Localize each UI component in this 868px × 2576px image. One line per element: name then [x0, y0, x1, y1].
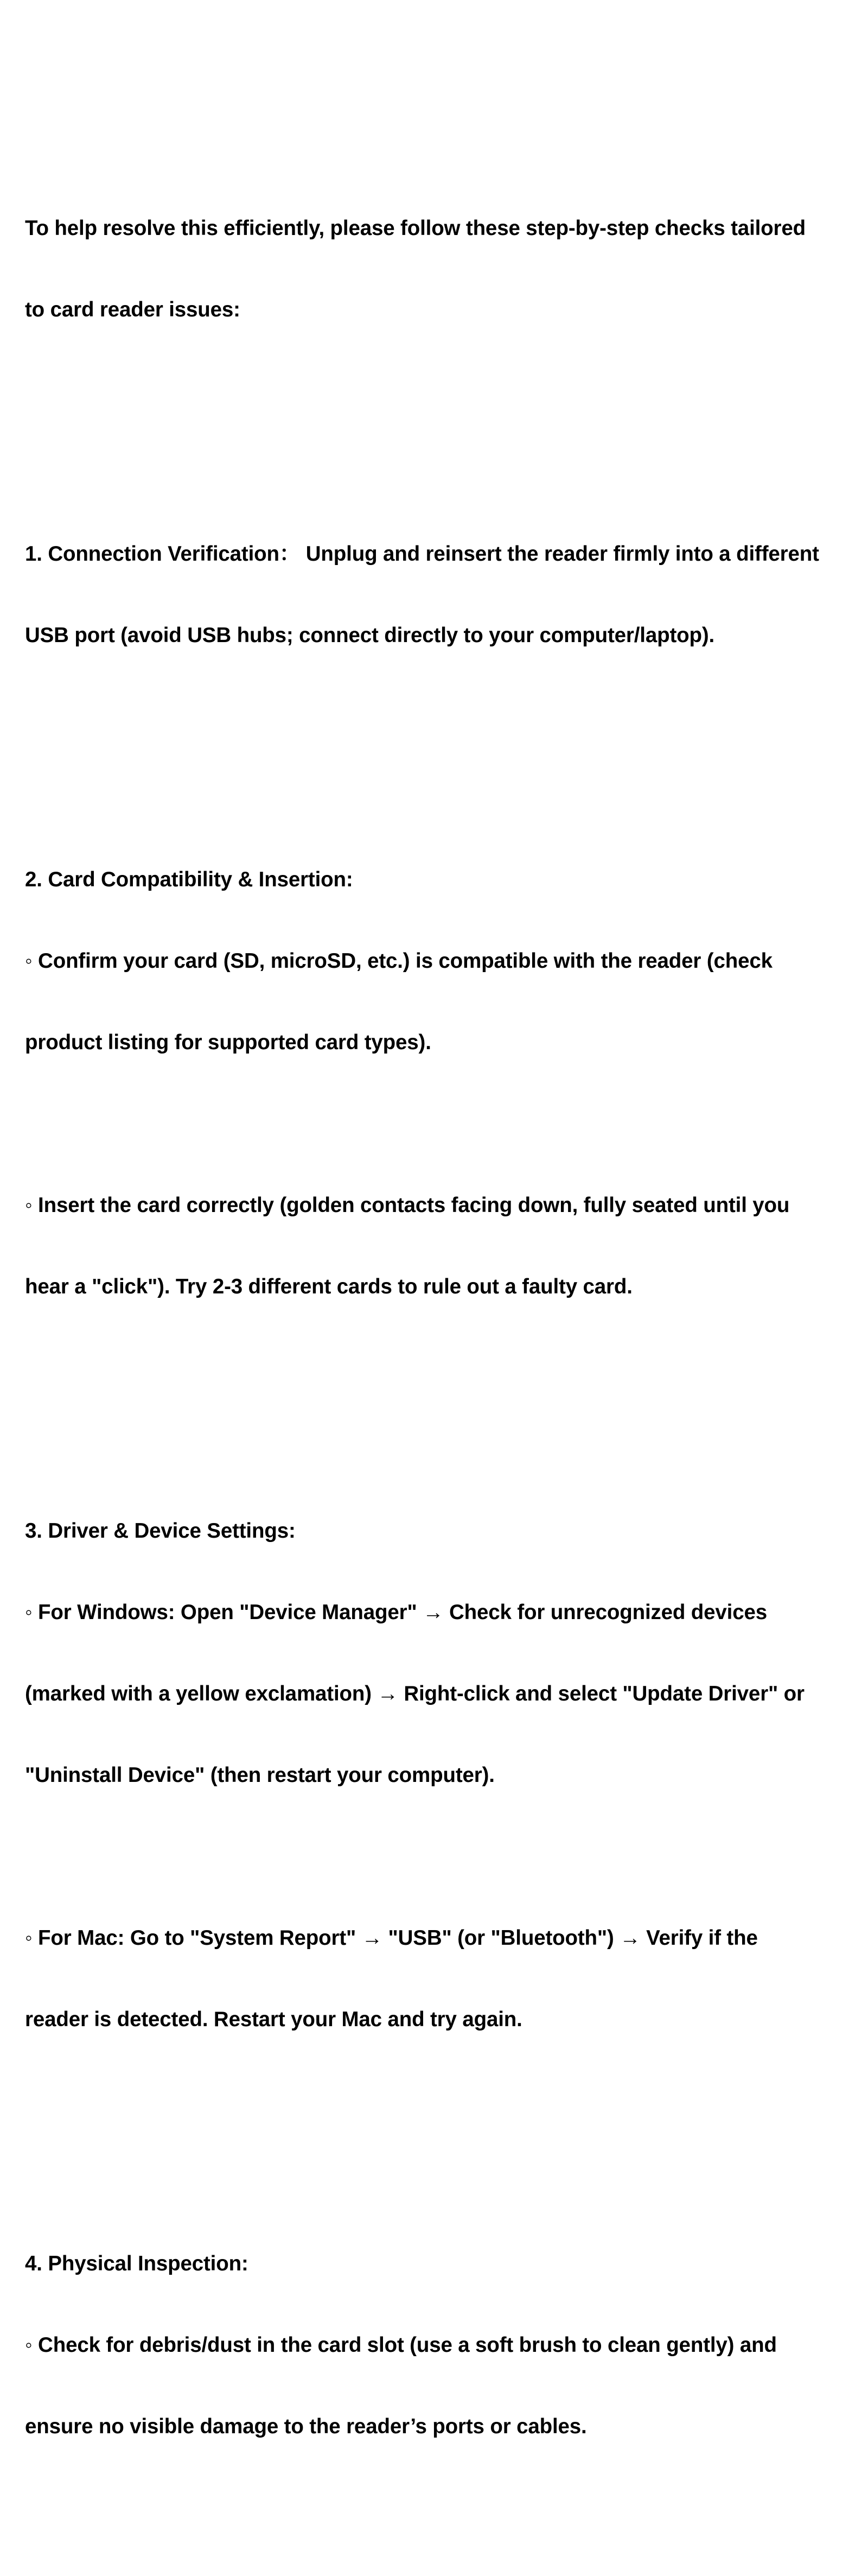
section-connection-verification	[25, 486, 858, 703]
section-3-heading: 3. Driver & Device Settings:	[25, 1519, 296, 1543]
section-driver-settings	[25, 1463, 858, 2088]
section-4-heading: 4. Physical Inspection:	[25, 2252, 248, 2275]
bullet-confirm-card-line: product listing for supported card types).	[25, 1031, 431, 1054]
bullet-windows-line: "Uninstall Device" (then restart your computer).	[25, 1763, 495, 1787]
intro-paragraph	[25, 161, 858, 378]
intro-line: to card reader issues:	[25, 298, 240, 321]
bullet-debris-line: ◦ Check for debris/dust in the card slot (use a soft brush to clean gently) and	[25, 2333, 777, 2357]
section-1-line: USB port (avoid USB hubs; connect directly to your computer/laptop).	[25, 624, 715, 647]
bullet-gap	[25, 1843, 858, 1870]
intro-line: To help resolve this efficiently, please follow these step-by-step checks tailored	[25, 217, 806, 240]
section-1-line: 1. Connection Verification： Unplug and reinsert the reader firmly into a different	[25, 542, 819, 566]
bullet-mac-line: reader is detected. Restart your Mac and try again.	[25, 2008, 522, 2031]
bullet-debris-line: ensure no visible damage to the reader’s ports or cables.	[25, 2415, 587, 2438]
bullet-mac-line: ◦ For Mac: Go to "System Report" → "USB" (or "Bluetooth") → Verify if the	[25, 1926, 758, 1950]
bullet-confirm-card-line: ◦ Confirm your card (SD, microSD, etc.) is compatible with the reader (check	[25, 949, 773, 973]
bullet-insert-card-line: hear a "click"). Try 2-3 different cards to rule out a faulty card.	[25, 1275, 633, 1298]
bullet-gap	[25, 1111, 858, 1138]
section-card-compatibility	[25, 812, 858, 1355]
section-2-heading: 2. Card Compatibility & Insertion:	[25, 868, 353, 891]
bullet-windows-line: ◦ For Windows: Open "Device Manager" → Check for unrecognized devices	[25, 1601, 767, 1624]
bullet-windows-line: (marked with a yellow exclamation) → Right-click and select "Update Driver" or	[25, 1682, 805, 1705]
bullet-insert-card-line: ◦ Insert the card correctly (golden contacts facing down, fully seated until you	[25, 1194, 790, 1217]
section-physical-inspection	[25, 2196, 858, 2495]
document-body	[25, 79, 858, 2576]
